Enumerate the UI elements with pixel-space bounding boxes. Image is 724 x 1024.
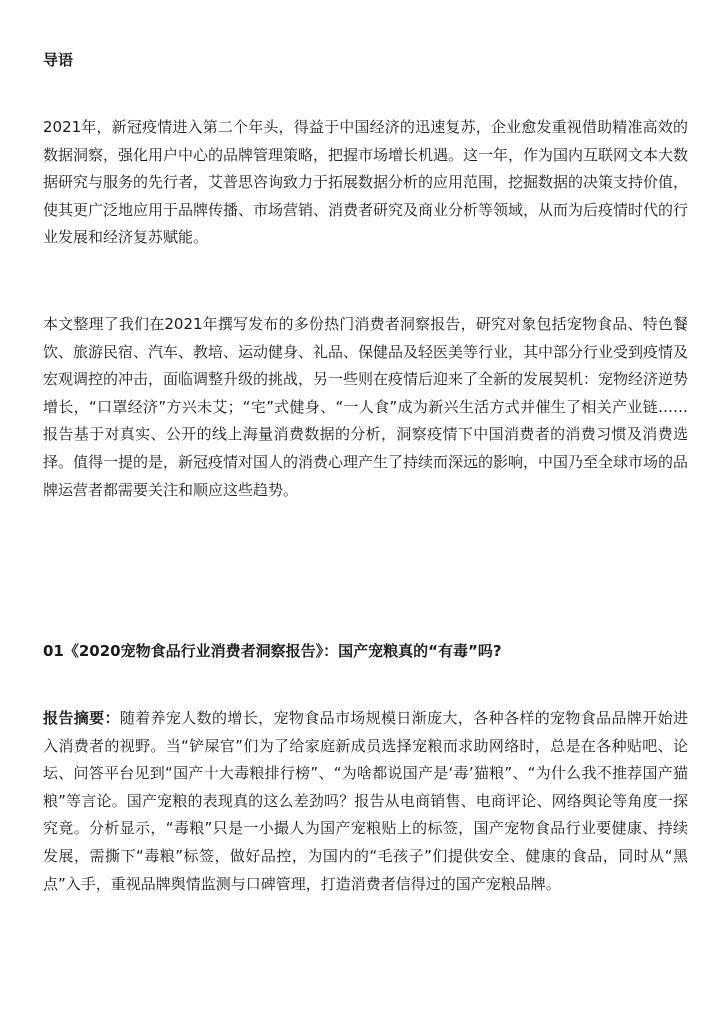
report-01-heading: 01《2020宠物食品行业消费者洞察报告》：国产宠粮真的“有毒”吗? (43, 642, 502, 660)
intro-paragraph-2: 本文整理了我们在2021年撰写发布的多份热门消费者洞察报告，研究对象包括宠物食品、特色餐饮、旅游民宿、汽车、教培、运动健身、礼品、保健品及轻医美等行业，其中部分行业受到疫情及宏观调控的冲击，面临调整升级的挑战，另一些则在疫情后迎来了全新的发展契机：宠物经济逆势增长，“口罩经济”方兴未艾；“宅”式健身、“一人食”成为新兴生活方式并催生了相关产业链……报告基于对真实、公开的线上海量消费数据的分析，洞察疫情下中国消费者的消费习惯及消费选择。值得一提的是，新冠疫情对国人的消费心理产生了持续而深远的影响，中国乃至全球市场的品牌运营者都需要关注和顺应这些趋势。 (43, 315, 689, 499)
intro-paragraph-1: 2021年，新冠疫情进入第二个年头，得益于中国经济的迅速复苏，企业愈发重视借助精准高效的数据洞察，强化用户中心的品牌管理策略，把握市场增长机遇。这一年，作为国内互联网文本大数据研究与服务的先行者，艾普思咨询致力于拓展数据分析的应用范围，挖掘数据的决策支持价值，使其更广泛地应用于品牌传播、市场营销、消费者研究及商业分析等领域，从而为后疫情时代的行业发展和经济复苏赋能。 (43, 118, 689, 247)
report-01-summary (43, 705, 688, 898)
report-01-summary-text: 随着养宠人数的增长，宠物食品市场规模日渐庞大，各种各样的宠物食品品牌开始进入消费者的视野。当“铲屎官”们为了给家庭新成员选择宠粮而求助网络时，总是在各种贴吧、论坛、问答平台见到“国产十大毒粮排行榜”、“为啥都说国产是‘毒’猫粮”、“为什么我不推荐国产猫粮”等言论。国产宠粮的表现真的这么差劲吗？报告从电商销售、电商评论、网络舆论等角度一探究竟。分析显示，“毒粮”只是一小撮人为国产宠粮贴上的标签，国产宠物食品行业要健康、持续发展，需撕下“毒粮”标签，做好品控，为国内的“毛孩子”们提供安全、健康的食品，同时从“黑点”入手，重视品牌舆情监测与口碑管理，打造消费者信得过的国产宠粮品牌。 (43, 709, 688, 893)
report-01-summary-label: 报告摘要： (43, 709, 120, 727)
intro-heading: 导语 (43, 51, 74, 69)
